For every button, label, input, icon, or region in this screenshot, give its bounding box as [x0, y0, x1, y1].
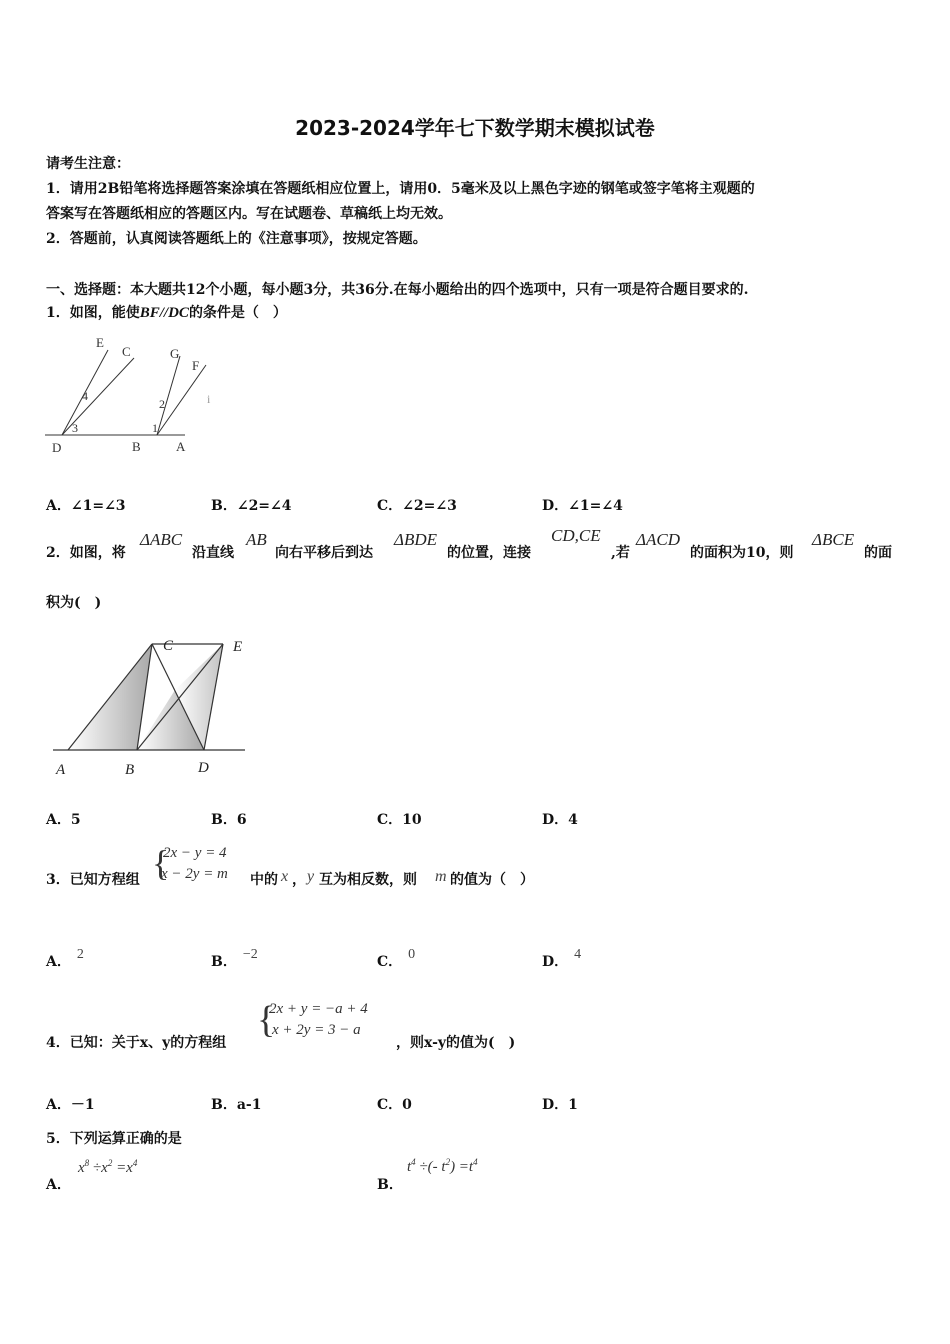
q4-option-c[interactable]: C．0	[377, 1097, 412, 1113]
notice-line-3: 2．答题前，认真阅读答题纸上的《注意事项》，按规定答题。	[46, 231, 427, 247]
q1-label-d: D	[52, 440, 62, 455]
q3-math-y: y	[307, 868, 315, 885]
q2-figure	[45, 630, 260, 780]
q5-option-a-formula: $x^8 \div x^2 =x^4$	[78, 1158, 138, 1176]
q3-option-c[interactable]	[377, 947, 416, 971]
q3-option-a[interactable]	[46, 947, 84, 971]
q4-eq-1: 2x + y = −a + 4	[269, 1001, 368, 1017]
q3-option-b[interactable]	[211, 947, 258, 971]
q1-label-i: i	[207, 392, 211, 406]
q3-option-d-label: D．	[542, 954, 569, 970]
q2-option-d[interactable]: D．4	[542, 812, 578, 828]
q3-option-a-label: A．	[46, 954, 71, 970]
q2-math-abc: ΔABC	[140, 530, 183, 549]
q3-option-c-value: 0	[408, 947, 416, 962]
q1-label-c: C	[122, 344, 131, 359]
q2-label-c: C	[163, 638, 174, 654]
q3-option-c-label: C．	[377, 954, 403, 970]
q1-option-a[interactable]: A．∠1=∠3	[46, 498, 126, 514]
q1-label-e: E	[96, 335, 104, 350]
q3-option-b-value: −2	[242, 947, 258, 962]
q2-math-bde: ΔBDE	[394, 530, 438, 549]
q3-option-d[interactable]	[542, 947, 582, 971]
notice-heading: 请考生注意：	[46, 156, 130, 172]
q1-math: BF//DC	[139, 305, 189, 321]
notice-line-1: 1．请用2B铅笔将选择题答案涂填在答题纸相应位置上，请用0．5毫米及以上黑色字迹的钢笔或签字笔将主观题的	[46, 181, 755, 197]
q2-text-line2: 积为( )	[46, 595, 102, 611]
q5-option-b-formula: $t^4$ ÷(- $t^2) =t^4$	[407, 1157, 478, 1175]
q3-option-a-value: 2	[76, 947, 84, 962]
q2-option-a[interactable]: A．5	[46, 812, 81, 828]
q2-math-ab: AB	[246, 530, 267, 549]
q4-eq-2: x + 2y = 3 − a	[272, 1022, 361, 1038]
page-title: 2023-2024学年七下数学期末模拟试卷	[295, 116, 655, 140]
q3-text-2: 中的	[250, 872, 278, 888]
q1-label-3: 3	[72, 421, 78, 435]
q4-brace-icon: {	[257, 999, 276, 1041]
q3-brace-icon: {	[152, 843, 170, 883]
q3-option-b-label: B．	[211, 954, 237, 970]
q3-option-d-value: 4	[574, 947, 582, 962]
q4-text-1: 4．已知：关于x、y的方程组	[46, 1035, 227, 1051]
q2-text-2: 沿直线	[192, 545, 234, 561]
q1-option-b[interactable]: B．∠2=∠4	[211, 498, 292, 514]
q2-math-bce: ΔBCE	[812, 530, 855, 549]
q2-label-a: A	[56, 762, 66, 778]
q1-option-d[interactable]: D．∠1=∠4	[542, 498, 623, 514]
q2-math-acd: ΔACD	[636, 530, 680, 549]
q1-label-2: 2	[159, 397, 165, 411]
q2-option-c[interactable]: C．10	[377, 812, 422, 828]
q2-text-4: 的位置，连接	[447, 545, 531, 561]
q2-label-d: D	[198, 760, 209, 776]
q1-prefix: 1．如图，能使	[46, 305, 140, 321]
q5-text: 5．下列运算正确的是	[46, 1131, 182, 1147]
q2-label-b: B	[125, 762, 135, 778]
q3-text-4: 互为相反数，则	[319, 872, 417, 888]
q3-math-m: m	[435, 868, 447, 885]
q2-math-cdce: CD,CE	[551, 526, 601, 545]
section-heading: 一、选择题：本大题共12个小题，每小题3分，共36分.在每小题给出的四个选项中，只有一项是符合题目要求的.	[46, 282, 749, 298]
q1-figure	[40, 330, 230, 460]
q2-text-1: 2．如图，将	[46, 545, 126, 561]
q5-option-a[interactable]	[46, 1174, 71, 1194]
q4-option-b[interactable]: B．a-1	[211, 1097, 262, 1113]
q1-label-g: G	[170, 346, 180, 361]
q1-line-bg	[157, 356, 180, 435]
q3-text-1: 3．已知方程组	[46, 872, 140, 888]
q1-label-4: 4	[82, 389, 88, 403]
q3-eq-2: x − 2y = m	[161, 866, 228, 882]
q1-suffix: 的条件是（ ）	[188, 305, 287, 321]
q4-option-a[interactable]: A．－1	[46, 1097, 95, 1113]
q4-text-2: ，则x-y的值为( )	[396, 1035, 516, 1051]
q2-text-3: 向右平移后到达	[275, 545, 373, 561]
q1-label-f: F	[192, 358, 200, 373]
q2-text-6: 的面积为10，则	[690, 545, 794, 561]
q2-label-e: E	[233, 639, 243, 655]
q2-option-b[interactable]: B．6	[211, 812, 247, 828]
q2-text-7: 的面	[864, 545, 892, 561]
q3-text-3: ，	[292, 872, 306, 888]
q5-option-b-label: B．	[377, 1177, 403, 1193]
q1-label-1: 1	[152, 421, 158, 435]
question-1	[46, 302, 287, 322]
q2-text-5: ,若	[611, 545, 630, 561]
q3-eq-1: 2x − y = 4	[163, 845, 227, 861]
q3-text-5: 的值为（ ）	[450, 872, 534, 888]
q4-option-d[interactable]: D．1	[542, 1097, 578, 1113]
q3-math-x: x	[281, 868, 289, 885]
q1-option-c[interactable]: C．∠2=∠3	[377, 498, 457, 514]
q1-label-b: B	[132, 439, 141, 454]
q5-option-a-label: A．	[46, 1177, 71, 1193]
q5-option-b[interactable]	[377, 1174, 403, 1194]
notice-line-2: 答案写在答题纸相应的答题区内。写在试题卷、草稿纸上均无效。	[46, 206, 452, 222]
q1-label-a: A	[176, 439, 186, 454]
